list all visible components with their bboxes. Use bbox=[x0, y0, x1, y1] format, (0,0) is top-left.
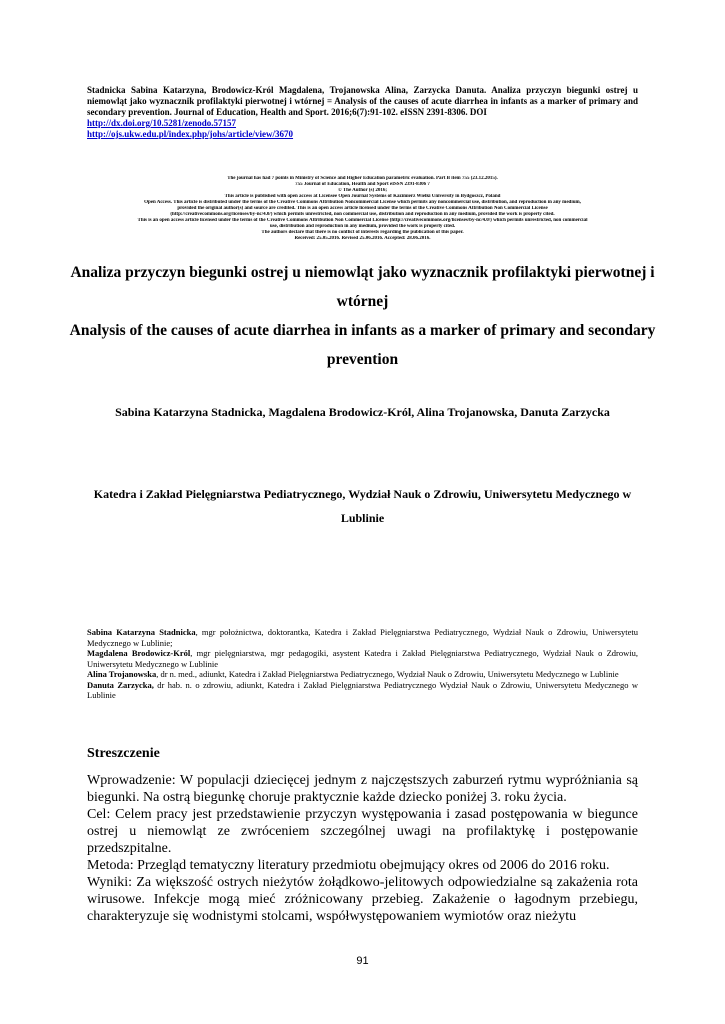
journal-info-line: Received: 25.05.2016. Revised 25.06.2016. Accepted: 28.06.2016. bbox=[294, 236, 431, 241]
article-url-link[interactable]: http://ojs.ukw.edu.pl/index.php/johs/article/view/3670 bbox=[87, 129, 294, 139]
abstract-body bbox=[87, 772, 638, 925]
journal-info-line: This article is published with open access at Licensee Open Journal Systems of Kazimierz Wielki University in Bydgoszcz, Poland bbox=[224, 194, 501, 199]
doi-link[interactable]: http://dx.doi.org/10.5281/zenodo.57157 bbox=[87, 118, 237, 128]
author-note-name: Danuta Zarzycka, bbox=[87, 679, 154, 690]
author-list: Sabina Katarzyna Stadnicka, Magdalena Brodowicz-Król, Alina Trojanowska, Danuta Zarzycka bbox=[115, 405, 610, 419]
journal-info-line: This is an open access article licensed under the terms of the Creative Commons Attribution Non Commercial License (http://creativecommons.org/licenses/by-nc/4.0/) which permits unrestricted, non commercial bbox=[137, 218, 588, 223]
author-note bbox=[87, 648, 638, 669]
author-note bbox=[87, 669, 638, 680]
journal-info-line: The authors declare that there is no conflict of interests regarding the publication of this paper. bbox=[261, 230, 464, 235]
author-note bbox=[87, 680, 638, 701]
author-note-desc: , mgr położnictwa, doktorantka, Katedra i Zakład Pielęgniarstwa Pediatrycznego, Wydział Nauk o Zdrowiu, Uniwersytetu Medycznego w Lublinie; bbox=[87, 627, 639, 648]
abstract-paragraph: Wyniki: Za większość ostrych nieżytów żołądkowo-jelitowych odpowiedzialne są zakażenia rota wirusowe. Infekcje mogą mieć zróżnicowany przebieg. Zakażenie o łagodnym przebiegu, charakteryzuje się wodnistymi stolcami, współwystępowaniem wymiotów oraz nieżytu bbox=[87, 875, 638, 924]
affiliation: Katedra i Zakład Pielęgniarstwa Pediatrycznego, Wydział Nauk o Zdrowiu, Uniwersytetu Medycznego w Lublinie bbox=[93, 487, 632, 525]
abstract-paragraph: Metoda: Przegląd tematyczny literatury przedmiotu obejmujący okres od 2006 do 2016 roku. bbox=[87, 858, 610, 873]
citation-text: Stadnicka Sabina Katarzyna, Brodowicz-Król Magdalena, Trojanowska Alina, Zarzycka Danuta. Analiza przyczyn biegunki ostrej u niemowląt jako wyznacznik profilaktyki pierwotnej i wtórnej = Analysis of the causes of acute diarrhea in infants as a marker of primary and secondary prevention. Journal of Education, Health and Sport. 2016;6(7):91-102. eISSN 2391-8306. DOI bbox=[87, 85, 638, 117]
author-note-name: Alina Trojanowska bbox=[87, 669, 157, 679]
journal-info-line: © The Author (s) 2016; bbox=[337, 188, 388, 193]
article-titles bbox=[60, 258, 665, 374]
author-note bbox=[87, 627, 638, 648]
abstract-heading: Streszczenie bbox=[87, 746, 160, 761]
author-notes bbox=[87, 627, 638, 701]
journal-info-line: 755 Journal of Education, Health and Sport eISSN 2391-8306 7 bbox=[295, 182, 430, 187]
author-note-desc: dr hab. n. o zdrowiu, adiunkt, Katedra i Zakład Pielęgniarstwa Pediatrycznego Wydział Nauk o Zdrowiu, Uniwersytetu Medycznego w Lublinie bbox=[87, 679, 638, 700]
title-polish: Analiza przyczyn biegunki ostrej u niemowląt jako wyznacznik profilaktyki pierwotnej i wtórnej bbox=[70, 264, 655, 310]
abstract-paragraph: Cel: Celem pracy jest przedstawienie przyczyn występowania i zasad postępowania w biegunce ostrej u niemowląt ze zwróceniem szczególnej uwagi na profilaktykę i postępowanie przedszpitalne. bbox=[87, 807, 638, 856]
journal-info-line: provided the original author(s) and source are credited. This is an open access article licensed under the terms of the Creative Commons Attribution Non Commercial License bbox=[177, 206, 548, 211]
journal-info-line: The journal has had 7 points in Ministry of Science and Higher Education parametric evaluation. Part B item 755 (23.12.2015). bbox=[227, 176, 498, 181]
abstract-paragraph: Wprowadzenie: W populacji dziecięcej jednym z najczęstszych zaburzeń rytmu wypróżniania są biegunki. Na ostrą biegunkę choruje praktycznie każde dziecko poniżej 3. roku życia. bbox=[87, 773, 638, 805]
author-note-name: Sabina Katarzyna Stadnicka bbox=[87, 627, 196, 637]
author-note-name: Magdalena Brodowicz-Król bbox=[87, 648, 191, 658]
author-note-desc: , dr n. med., adiunkt, Katedra i Zakład Pielęgniarstwa Pediatrycznego, Wydział Nauk o Zdrowiu, Uniwersytetu Medycznego w Lublinie bbox=[156, 669, 619, 679]
author-note-desc: , mgr pielęgniarstwa, mgr pedagogiki, asystent Katedra i Zakład Pielęgniarstwa Pediatrycznego, Wydział Nauk o Zdrowiu, Uniwersytetu Medycznego w Lublinie bbox=[87, 648, 638, 669]
page-number: 91 bbox=[356, 955, 369, 967]
citation-block bbox=[87, 85, 638, 140]
journal-info-line: use, distribution and reproduction in any medium, provided the work is properly cited. bbox=[269, 224, 456, 229]
journal-info-line: (http://creativecommons.org/licenses/by-nc/4.0/) which permits unrestricted, non commercial use, distribution and reproduction in any medium, provided the work is properly cited. bbox=[170, 212, 555, 217]
journal-info-line: Open Access. This article is distributed under the terms of the Creative Commons Attribution Noncommercial License which permits any noncommercial use, distribution, and reproduction in any medium, bbox=[144, 200, 581, 205]
title-english: Analysis of the causes of acute diarrhea in infants as a marker of primary and secondary prevention bbox=[69, 322, 656, 368]
journal-license-info bbox=[60, 176, 665, 242]
